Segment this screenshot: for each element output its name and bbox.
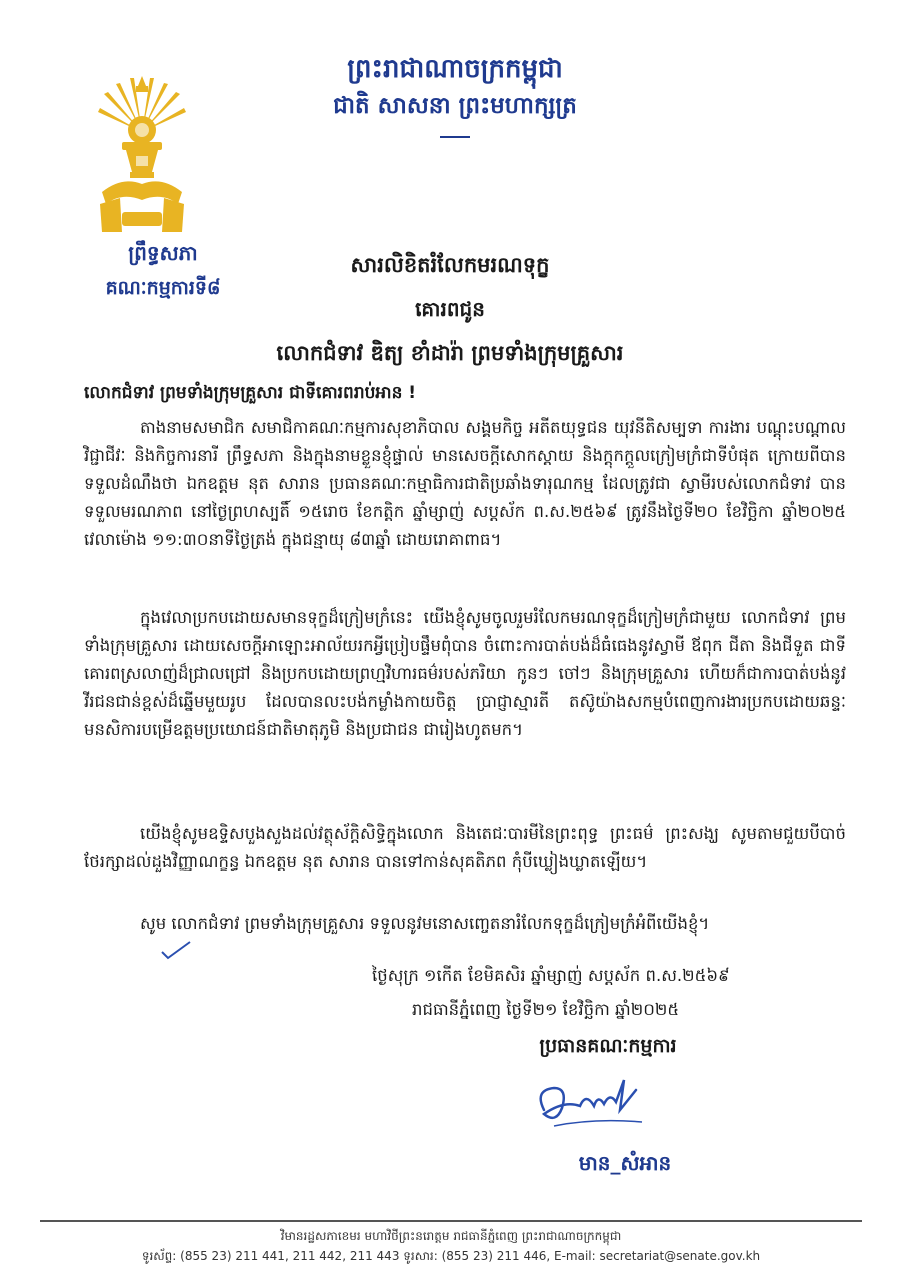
signature-icon (524, 1070, 664, 1140)
footer-contact: ទូរស័ព្ទ: (855 23) 211 441, 211 442, 211 443 ទូរសារ: (855 23) 211 446, E-mail: secretariat@senate.gov.kh (141, 1249, 761, 1263)
commission-name: គណៈកម្មការទី៨ (105, 277, 221, 299)
national-motto: ជាតិ សាសនា ព្រះមហាក្សត្រ (333, 92, 577, 119)
chair-name: មាន_សំអាន (578, 1151, 672, 1175)
salutation: លោកជំទាវ ព្រមទាំងក្រុមគ្រួសារ ជាទីគោរពរាប់អាន ! (84, 383, 417, 403)
checkmark-icon (160, 940, 192, 960)
footer-address: វិមានរដ្ឋសភាខេមរ មហាវិថីព្រះនរោត្តម រាជធានីភ្នំពេញ ព្រះរាជាណាចក្រកម្ពុជា (280, 1229, 622, 1243)
respect-line: គោរពជូន (415, 297, 485, 321)
paragraph-3: យើងខ្ញុំសូមឧទ្ទិសបួងសួងដល់វត្ថុស័ក្តិសិទ្ធិក្នុងលោក និងតេជៈបារមីនៃព្រះពុទ្ធ ព្រះធម៌ ព្រះសង្ឃ សូមតាមជួយបីបាច់ថែរក្សាដល់ដួងវិញ្ញាណក្ខន្ធ ឯកឧត្តម នុត សារាន បានទៅកាន់សុគតិភព កុំបីឃ្លៀងឃ្លាតឡើយ។ (84, 824, 846, 871)
motto-divider (440, 136, 470, 138)
chair-title: ប្រធានគណៈកម្មការ (539, 1035, 677, 1057)
paragraph-2: ក្នុងវេលាប្រកបដោយសមានទុក្ខដ៏ក្រៀមក្រំនេះ យើងខ្ញុំសូមចូលរួមរំលែកមរណទុក្ខដ៏ក្រៀមក្រំជាមួយ លោកជំទាវ ព្រមទាំងក្រុមគ្រួសារ ដោយសេចក្តីអាឡោះអាល័យរកអ្វីប្រៀបផ្ទឹមពុំបាន ចំពោះការបាត់បង់ដ៏ធំធេងនូវស្វាមី ឪពុក ជីតា និងជីទួត ជាទីគោរពស្រលាញ់ដ៏ជ្រាលជ្រៅ និងប្រកបដោយព្រហ្មវិហារធម៌របស់ភរិយា កូនៗ ចៅៗ និងក្រុមគ្រួសារ ហើយក៏ជាការបាត់បង់នូវវីរជនជាន់ខ្ពស់ដ៏ឆ្នើមមួយរូប ដែលបានលះបង់កម្លាំងកាយចិត្ត ប្រាជ្ញាស្មារតី តស៊ូយ៉ាងសកម្មបំពេញការងារប្រកបដោយឆន្ទៈមនសិការបម្រើឧត្តមប្រយោជន៍ជាតិមាតុភូមិ និងប្រជាជន ជារៀងហូតមក។ (84, 608, 846, 739)
senate-name: ព្រឹទ្ធសភា (128, 241, 198, 265)
paragraph-4: សូម លោកជំទាវ ព្រមទាំងក្រុមគ្រួសារ ទទួលនូវមនោសញ្ចេតនារំលែកទុក្ខដ៏ក្រៀមក្រំអំពីយើងខ្ញុំ។ (140, 914, 710, 933)
recipient-line: លោកជំទាវ ឌិត្យ ខាំដារ៉ា ព្រមទាំងក្រុមគ្រួសារ (276, 340, 624, 365)
paragraph-1: តាងនាមសមាជិក សមាជិកាគណៈកម្មការសុខាភិបាល សង្គមកិច្ច អតីតយុទ្ធជន យុវនីតិសម្បទា ការងារ បណ្តុះបណ្តាលវិជ្ជាជីវៈ និងកិច្ចការនារី ព្រឹទ្ធសភា និងក្នុងនាមខ្លួនខ្ញុំផ្ទាល់ មានសេចក្តីសោកស្តាយ និងក្តុកក្តួលក្រៀមក្រំជាទីបំផុត ក្រោយពីបានទទួលដំណឹងថា ឯកឧត្តម នុត សារាន ប្រធានគណៈកម្មាធិការជាតិប្រឆាំងទារុណកម្ម ដែលត្រូវជា ស្វាមីរបស់លោកជំទាវ បានទទួលមរណភាព នៅថ្ងៃព្រហស្បតិ៍ ១៥រោច ខែកត្តិក ឆ្នាំម្សាញ់ សប្តស័ក ព.ស.២៥៦៩ ត្រូវនឹងថ្ងៃទី២០ ខែវិច្ឆិកា ឆ្នាំ២០២៥ វេលាម៉ោង ១១:៣០នាទីថ្ងៃត្រង់ ក្នុងជន្មាយុ ៨៣ឆ្នាំ ដោយរោគាពាធ។ (84, 418, 846, 549)
footer-divider (40, 1220, 862, 1222)
solar-date: រាជធានីភ្នំពេញ ថ្ងៃទី២១ ខែវិច្ឆិកា ឆ្នាំ២០២៥ (412, 1000, 680, 1019)
lunar-date: ថ្ងៃសុក្រ ១កើត ខែមិគសិរ ឆ្នាំម្សាញ់ សប្តស័ក ព.ស.២៥៦៩ (372, 966, 730, 985)
senate-emblem-icon (92, 72, 192, 237)
kingdom-name: ព្រះរាជាណាចក្រកម្ពុជា (347, 54, 563, 84)
letter-title: សារលិខិតរំលែកមរណទុក្ខ (350, 252, 550, 277)
